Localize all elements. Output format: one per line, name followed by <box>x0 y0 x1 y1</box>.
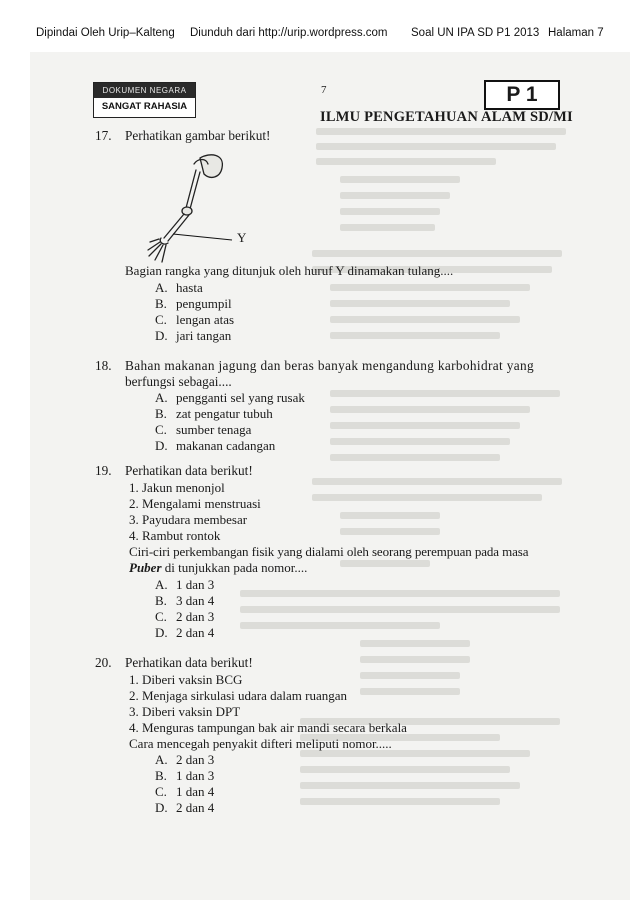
q19-italic-puber: Puber <box>129 560 162 575</box>
q19-instruction: Perhatikan data berikut! <box>125 463 253 478</box>
q18-number: 18. <box>95 358 112 373</box>
header-scanner-credit: Dipindai Oleh Urip–Kalteng <box>36 27 175 39</box>
q19-option-b[interactable]: B. 3 dan 4 <box>155 593 215 608</box>
q17-option-b[interactable]: B. pengumpil <box>155 296 232 311</box>
q20-instruction: Perhatikan data berikut! <box>125 655 253 670</box>
exam-page-number: 7 <box>321 84 327 96</box>
q20-option-b[interactable]: B. 1 dan 3 <box>155 768 215 783</box>
q17-option-a[interactable]: A. hasta <box>155 280 203 295</box>
page-header <box>0 0 638 44</box>
q20-data-item-1: 1. Diberi vaksin BCG <box>129 672 243 687</box>
q19-number: 19. <box>95 463 112 478</box>
q19-stem-line-2: Puber di tunjukkan pada nomor.... <box>129 560 308 575</box>
exam-packet-code: P 1 <box>484 80 560 110</box>
q20-data-item-3: 3. Diberi vaksin DPT <box>129 704 241 719</box>
q20-number: 20. <box>95 655 112 670</box>
q19-data-item-4: 4. Rambut rontok <box>129 528 221 543</box>
stamp-sangat-rahasia: SANGAT RAHASIA <box>101 101 188 112</box>
q20-data-item-4: 4. Menguras tampungan bak air mandi secara berkala <box>129 720 407 735</box>
arm-skeleton-figure <box>130 150 250 265</box>
q17-label-y: Y <box>237 230 247 245</box>
q17-stem: Bagian rangka yang ditunjuk oleh huruf Y dinamakan tulang.... <box>125 263 454 278</box>
q19-option-d[interactable]: D. 2 dan 4 <box>155 625 215 640</box>
q18-option-c[interactable]: C. sumber tenaga <box>155 422 252 437</box>
q20-option-a[interactable]: A. 2 dan 3 <box>155 752 215 767</box>
q19-data-item-1: 1. Jakun menonjol <box>129 480 225 495</box>
q19-data-item-3: 3. Payudara membesar <box>129 512 248 527</box>
q18-option-d[interactable]: D. makanan cadangan <box>155 438 276 453</box>
q20-data-item-2: 2. Menjaga sirkulasi udara dalam ruangan <box>129 688 348 703</box>
q19-option-c[interactable]: C. 2 dan 3 <box>155 609 215 624</box>
header-page-number: Halaman 7 <box>548 27 604 39</box>
q19-option-a[interactable]: A. 1 dan 3 <box>155 577 215 592</box>
q20-stem: Cara mencegah penyakit difteri meliputi nomor..... <box>129 736 392 751</box>
q18-stem-line-2: berfungsi sebagai.... <box>125 374 232 389</box>
q20-option-c[interactable]: C. 1 dan 4 <box>155 784 215 799</box>
q18-stem-line-1: Bahan makanan jagung dan beras banyak mengandung karbohidrat yang <box>125 358 534 373</box>
header-document-title: Soal UN IPA SD P1 2013 <box>411 27 540 39</box>
classification-stamp <box>93 82 196 118</box>
header-source-link[interactable]: Diunduh dari http://urip.wordpress.com <box>190 27 388 39</box>
q18-option-a[interactable]: A. pengganti sel yang rusak <box>155 390 305 405</box>
q17-option-d[interactable]: D. jari tangan <box>155 328 232 343</box>
q19-data-item-2: 2. Mengalami menstruasi <box>129 496 261 511</box>
q20-option-d[interactable]: D. 2 dan 4 <box>155 800 215 815</box>
q17-number: 17. <box>95 128 112 143</box>
exam-subject-title: ILMU PENGETAHUAN ALAM SD/MI <box>320 109 573 125</box>
q19-stem-line-1: Ciri-ciri perkembangan fisik yang dialami oleh seorang perempuan pada masa <box>129 544 529 559</box>
q18-option-b[interactable]: B. zat pengatur tubuh <box>155 406 273 421</box>
q17-option-c[interactable]: C. lengan atas <box>155 312 235 327</box>
stamp-dokumen-negara: DOKUMEN NEGARA <box>94 83 195 98</box>
q17-instruction: Perhatikan gambar berikut! <box>125 128 271 143</box>
